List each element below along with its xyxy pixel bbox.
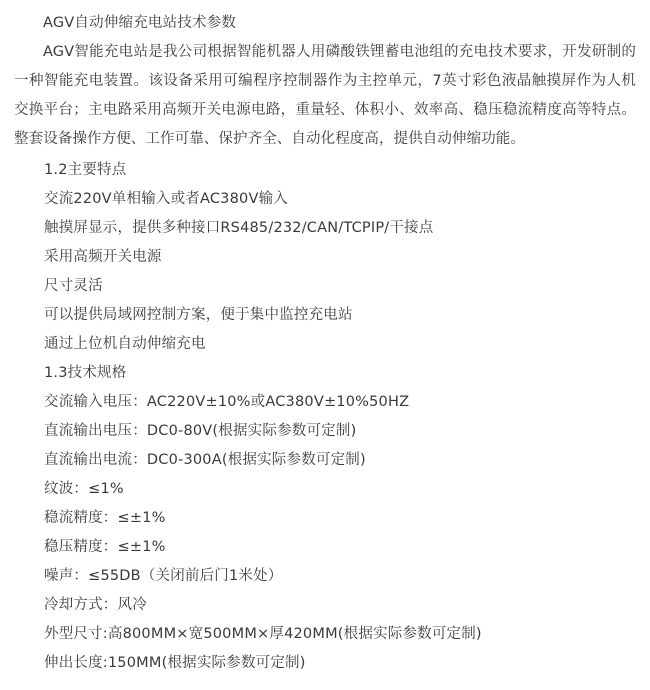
intro-paragraph: AGV智能充电站是我公司根据智能机器人用磷酸铁锂蓄电池组的充电技术要求，开发研制的一种智能充电装置。该设备采用可编程序控制器作为主控单元，7英寸彩色液晶触摸屏作为人机交换平台；主电路采用高频开关电源电路，重量轻、体积小、效率高、稳压稳流精度高等特点。整套设备操作方便、工作可靠、保护齐全、自动化程度高，提供自动伸缩功能。 <box>14 44 636 147</box>
list-item: 伸出长度:150MM(根据实际参数可定制) <box>44 655 306 671</box>
list-item: 噪声：≤55DB（关闭前后门1米处） <box>44 568 283 584</box>
list-item: 纹波：≤1% <box>44 481 124 497</box>
list-item: 冷却方式：风冷 <box>44 597 147 613</box>
list-item: 直流输出电压：DC0-80V(根据实际参数可定制) <box>44 423 357 439</box>
section-technical-specs <box>14 359 636 678</box>
list-item: 交流输入电压：AC220V±10%或AC380V±10%50HZ <box>44 394 410 410</box>
section-heading: 1.2主要特点 <box>44 162 127 178</box>
list-item: 外型尺寸:高800MM×宽500MM×厚420MM(根据实际参数可定制) <box>44 626 482 642</box>
page-title: AGV自动伸缩充电站技术参数 <box>43 15 237 31</box>
section-heading: 1.3技术规格 <box>44 365 127 381</box>
section-main-features <box>14 156 636 359</box>
list-item: 尺寸灵活 <box>44 278 103 294</box>
list-item: 通过上位机自动伸缩充电 <box>44 336 206 352</box>
list-item: 直流输出电流：DC0-300A(根据实际参数可定制) <box>44 452 366 468</box>
list-item: 交流220V单相输入或者AC380V输入 <box>44 191 288 207</box>
list-item: 可以提供局域网控制方案，便于集中监控充电站 <box>44 307 353 323</box>
list-item: 触摸屏显示，提供多种接口RS485/232/CAN/TCPIP/干接点 <box>44 220 434 236</box>
list-item: 采用高频开关电源 <box>44 249 162 265</box>
list-item: 稳流精度：≤±1% <box>44 510 166 526</box>
list-item: 稳压精度：≤±1% <box>44 539 166 555</box>
